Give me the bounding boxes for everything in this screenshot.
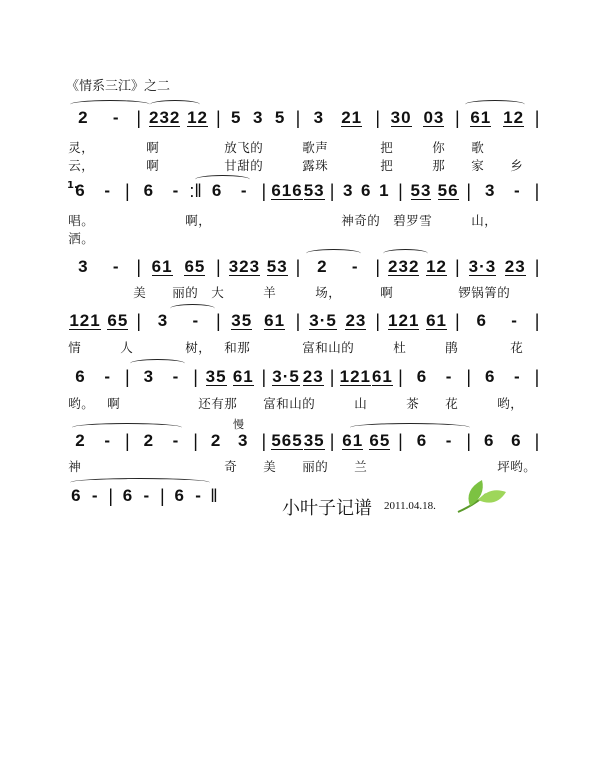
note-group: -	[172, 367, 180, 386]
note-group: 6	[416, 431, 428, 450]
barline: |	[466, 430, 472, 451]
note-group: -	[91, 486, 99, 505]
measure	[339, 181, 393, 201]
note-group: 616	[271, 181, 303, 200]
measure	[407, 367, 461, 387]
note-group: 3	[342, 181, 354, 200]
measure	[225, 312, 291, 330]
note-group: 61	[232, 367, 254, 386]
measure	[225, 258, 291, 276]
barline: |	[329, 180, 335, 201]
slur	[72, 423, 182, 432]
note-group: 6	[416, 367, 428, 386]
measure	[134, 181, 188, 201]
note-group: 53	[410, 181, 432, 200]
note-group: 12	[187, 108, 208, 127]
barline: |	[261, 180, 267, 201]
note-group: 5	[274, 108, 286, 127]
barline: |	[534, 310, 540, 331]
note-group: 53	[303, 181, 325, 200]
note-group: 30	[390, 108, 412, 127]
note-group: 121	[339, 367, 371, 386]
measure	[407, 182, 461, 200]
note-group: -	[445, 367, 453, 386]
note-group: 565	[271, 431, 303, 450]
note-group: -	[445, 431, 453, 450]
notation-row	[66, 310, 544, 332]
note-group: 61	[264, 311, 286, 330]
note-group: 232	[149, 108, 181, 127]
measure	[203, 431, 257, 451]
barline: |	[398, 430, 403, 451]
measure	[66, 108, 132, 128]
note-group: -	[104, 181, 111, 200]
note-group: 3	[157, 311, 169, 330]
barline: |	[124, 366, 130, 387]
note-group: 6	[211, 181, 223, 200]
note-group: -	[104, 431, 111, 450]
barline: |	[466, 180, 472, 201]
slur	[465, 100, 525, 109]
barline: |	[193, 430, 198, 451]
barline: |	[534, 256, 540, 277]
note-group: 3·3	[468, 257, 497, 276]
note-group: 1	[379, 181, 390, 200]
barline: |	[136, 256, 142, 277]
transcriber-signature: 小叶子记谱	[282, 498, 372, 519]
note-group: 2	[143, 431, 155, 450]
note-group: 5	[231, 108, 242, 127]
barline: |	[216, 107, 221, 128]
measure	[203, 181, 257, 201]
note-group: 6	[361, 181, 372, 200]
note-group: 61	[151, 257, 173, 276]
measure	[464, 258, 530, 276]
measure	[476, 367, 530, 387]
note-group: -	[514, 181, 521, 200]
note-group: 56	[437, 181, 459, 200]
note-group: 61	[470, 108, 492, 127]
slur	[70, 478, 210, 487]
note-group: 21	[341, 108, 363, 127]
lyric-line: 哟。 啊 还有那 富和山的 山 茶 花 哟，	[68, 396, 523, 411]
barline: |	[261, 430, 267, 451]
lyric-line: 美 丽的 大 羊 场， 啊 锣锅箐的	[133, 285, 510, 300]
note-group: -	[172, 431, 180, 450]
note-group: 6	[484, 431, 495, 450]
slur	[70, 100, 150, 109]
note-group: 23	[504, 257, 526, 276]
barline: |	[329, 430, 335, 451]
note-group: 2	[75, 431, 86, 450]
note-group: -	[143, 486, 151, 505]
note-group: 6	[484, 367, 496, 386]
slur	[383, 249, 428, 258]
notation-row	[66, 256, 544, 278]
note-group: 61	[371, 367, 393, 386]
barline: |	[295, 310, 301, 331]
measure	[385, 258, 451, 276]
note-group: 232	[388, 257, 420, 276]
note-group: 65	[184, 257, 206, 276]
note-group: 6	[122, 486, 134, 505]
measure	[146, 311, 212, 331]
notation-row	[66, 485, 221, 507]
note-group: 3	[484, 181, 496, 200]
lyric-line: 云， 啊 甘甜的 露珠 把 那 家 乡	[68, 158, 523, 173]
measure	[464, 311, 530, 331]
note-group: 6	[476, 311, 487, 330]
notation-row	[66, 107, 544, 129]
barline: |	[216, 310, 221, 331]
note-group: 2	[78, 108, 89, 127]
measure	[464, 109, 530, 127]
volta-mark: 1.	[67, 180, 78, 191]
barline: |	[534, 430, 540, 451]
barline: |	[261, 366, 267, 387]
lyric-line: 情 人 树， 和那 富和山的 杜 鹃 花	[68, 340, 523, 355]
barline: |	[136, 107, 142, 128]
note-group: 3	[313, 108, 325, 127]
barline: |	[295, 107, 301, 128]
note-group: 35	[231, 311, 253, 330]
note-group: 121	[69, 311, 101, 330]
notation-row	[66, 180, 544, 202]
measure	[305, 257, 371, 277]
measure	[225, 108, 291, 128]
measure	[203, 368, 257, 386]
barline: |	[108, 485, 114, 506]
barline: |	[455, 310, 460, 331]
score-title: 《情系三江》之二	[66, 79, 171, 94]
lyric-line: 神 奇 美 丽的 兰 坪哟。	[68, 459, 536, 474]
barline: |	[329, 366, 335, 387]
barline: |	[295, 256, 301, 277]
slur	[150, 100, 200, 109]
measure	[339, 432, 393, 450]
measure	[66, 181, 120, 201]
slur	[350, 423, 470, 432]
note-group: 03	[423, 108, 445, 127]
barline: |	[124, 180, 130, 201]
measure	[305, 108, 371, 128]
barline: ‖	[210, 485, 218, 506]
note-group: 3·5	[309, 311, 337, 330]
note-group: 6	[174, 486, 185, 505]
barline: |	[534, 366, 540, 387]
note-group: 6	[71, 486, 82, 505]
note-group: 6	[75, 181, 86, 200]
note-group: -	[192, 311, 200, 330]
notation-row	[66, 366, 544, 388]
note-group: -	[172, 181, 180, 200]
tempo-mark: 慢	[233, 418, 244, 431]
note-group: 3	[252, 108, 264, 127]
slur	[130, 359, 185, 368]
measure	[134, 431, 188, 451]
barline: |	[193, 366, 198, 387]
barline: |	[398, 180, 403, 201]
barline: |	[216, 256, 221, 277]
lyric-line: 洒。	[68, 231, 94, 246]
barline: |	[160, 485, 165, 506]
barline: |	[534, 107, 540, 128]
note-group: 23	[345, 311, 367, 330]
barline: |	[466, 366, 472, 387]
measure	[476, 431, 530, 451]
note-group: 35	[303, 431, 325, 450]
measure	[271, 368, 325, 386]
measure	[66, 257, 132, 277]
note-group: 3	[78, 257, 89, 276]
note-group: 12	[426, 257, 448, 276]
measure	[66, 486, 104, 506]
slur	[170, 304, 215, 313]
measure	[118, 486, 156, 506]
note-group: 3	[143, 367, 155, 386]
slur	[195, 175, 250, 184]
barline: |	[375, 256, 381, 277]
note-group: -	[240, 181, 248, 200]
note-group: 6	[75, 367, 86, 386]
measure	[339, 368, 393, 386]
note-group: 23	[302, 367, 324, 386]
barline: |	[455, 256, 460, 277]
measure	[66, 312, 132, 330]
note-group: 323	[228, 257, 261, 276]
note-group: -	[112, 108, 120, 127]
note-group: 61	[342, 431, 364, 450]
barline: |	[398, 366, 403, 387]
note-group: 12	[503, 108, 525, 127]
note-group: -	[351, 257, 359, 276]
note-group: 121	[388, 311, 420, 330]
measure	[146, 258, 212, 276]
note-group: -	[104, 367, 111, 386]
lyric-line: 灵， 啊 放飞的 歌声 把 你 歌	[68, 140, 484, 155]
notation-row	[66, 430, 544, 452]
barline: :‖	[189, 180, 202, 201]
measure	[169, 486, 207, 506]
note-group: 3·5	[272, 367, 300, 386]
measure	[66, 431, 120, 451]
slur	[306, 249, 361, 258]
barline: |	[534, 180, 540, 201]
note-group: 3	[238, 431, 249, 450]
measure	[271, 182, 325, 200]
note-group: -	[511, 311, 518, 330]
lyric-line: 唱。 啊， 神奇的 碧罗雪 山，	[68, 213, 497, 228]
note-group: 61	[426, 311, 448, 330]
note-group: 53	[266, 257, 288, 276]
barline: |	[136, 310, 142, 331]
note-group: 2	[317, 257, 328, 276]
measure	[305, 312, 371, 330]
leaf-icon	[456, 478, 508, 514]
barline: |	[455, 107, 460, 128]
note-group: -	[112, 257, 120, 276]
note-group: 6	[511, 431, 522, 450]
measure	[385, 109, 451, 127]
transcription-date: 2011.04.18.	[384, 500, 436, 512]
barline: |	[375, 310, 381, 331]
note-group: -	[514, 367, 521, 386]
note-group: 65	[369, 431, 391, 450]
measure	[66, 367, 120, 387]
measure	[385, 312, 451, 330]
note-group: 6	[143, 181, 155, 200]
measure	[146, 109, 212, 127]
note-group: 2	[210, 431, 222, 450]
measure	[134, 367, 188, 387]
measure	[407, 431, 461, 451]
note-group: 65	[107, 311, 129, 330]
note-group: 35	[205, 367, 227, 386]
measure	[476, 181, 530, 201]
note-group: -	[195, 486, 202, 505]
barline: |	[124, 430, 130, 451]
measure	[271, 432, 325, 450]
barline: |	[375, 107, 381, 128]
